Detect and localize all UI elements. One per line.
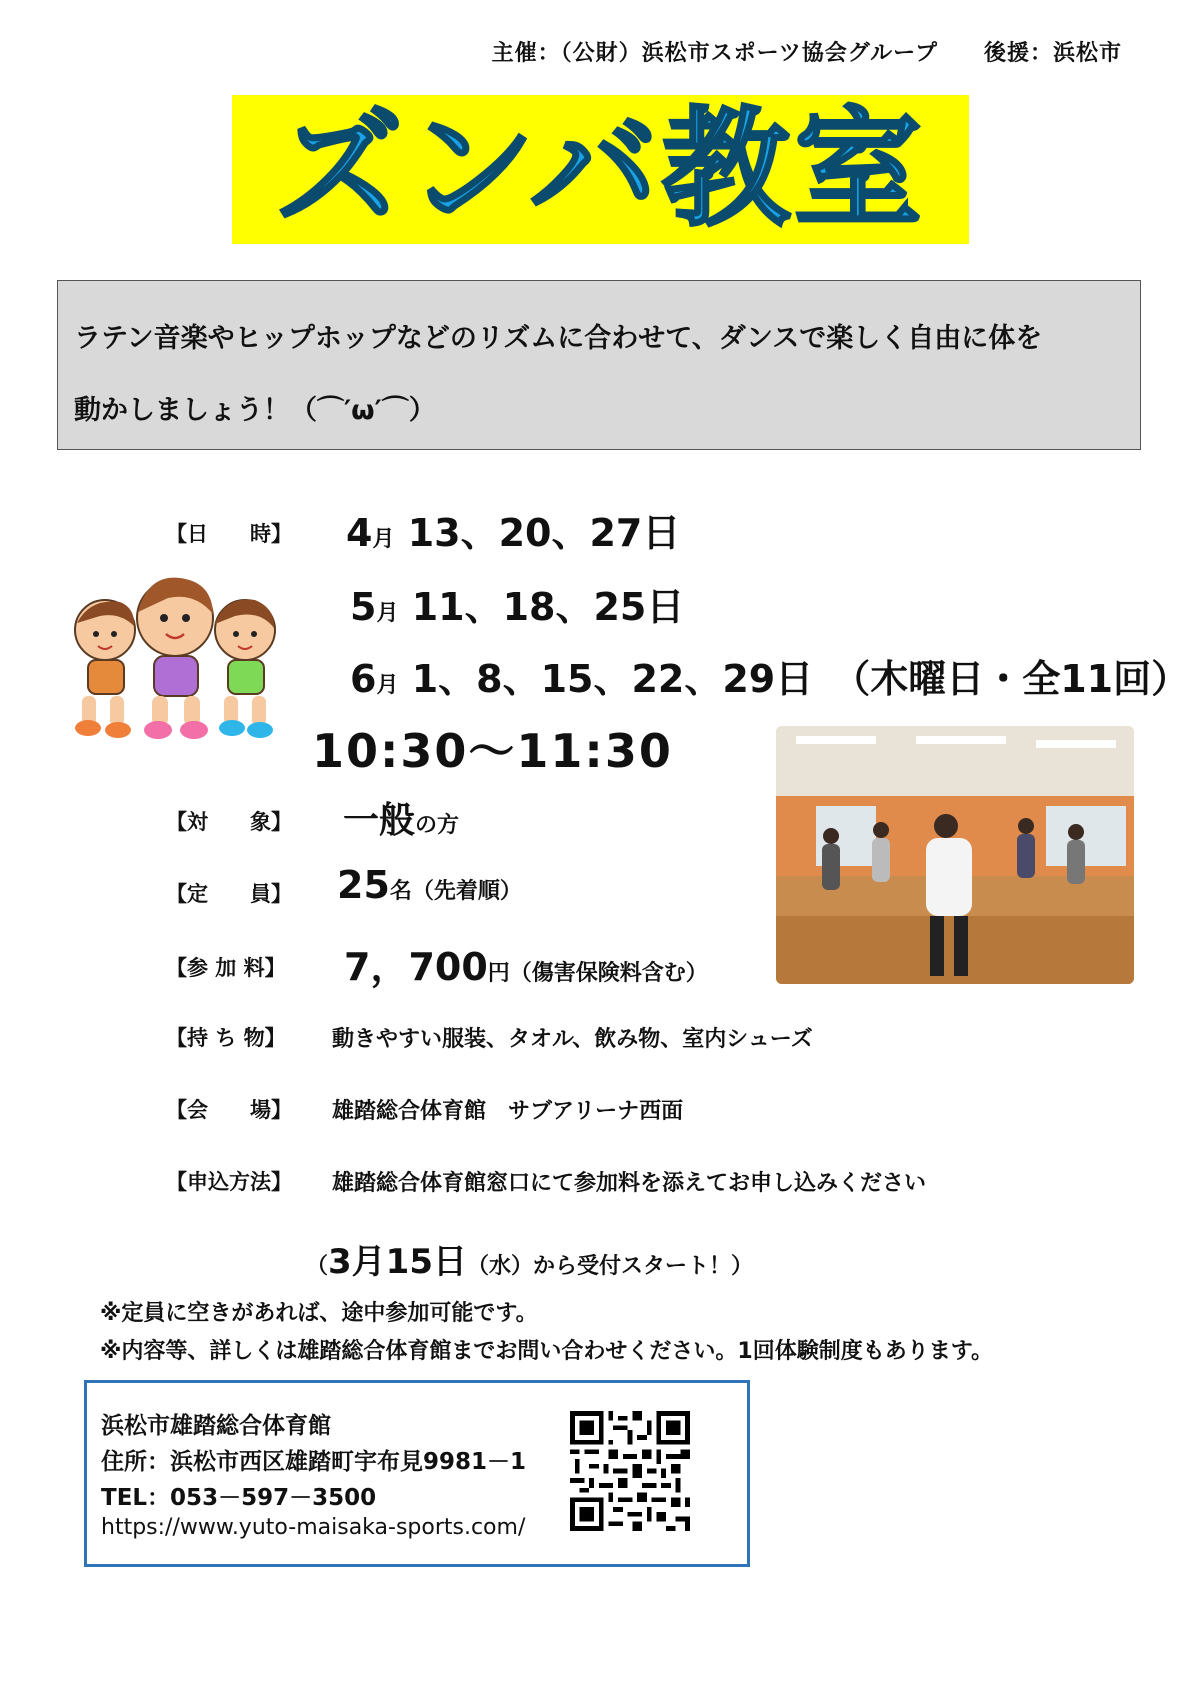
class-photo	[776, 726, 1134, 984]
kid-center	[137, 578, 213, 739]
kid-left	[75, 600, 135, 738]
june-month: 6	[350, 657, 377, 701]
capacity-value	[337, 863, 522, 907]
reception-open: （	[306, 1254, 329, 1279]
june-days: 1、8、15、22、29日 （木曜日・全11回）	[398, 657, 1190, 701]
target-main: 一般	[343, 800, 416, 841]
schedule-june	[350, 648, 1189, 703]
intro-box	[57, 280, 1141, 450]
sponsor-line: 主催：（公財）浜松市スポーツ協会グループ 後援：浜松市	[491, 41, 1122, 66]
bring-value: 動きやすい服装、タオル、飲み物、室内シューズ	[332, 1027, 813, 1052]
schedule-label: 【日 時】	[166, 522, 292, 546]
kid-right	[215, 600, 275, 739]
april-unit: 月	[372, 527, 395, 552]
note-2: ※内容等、詳しくは雄踏総合体育館までお問い合わせください。1回体験制度もあります。	[100, 1339, 993, 1364]
target-value	[343, 792, 459, 843]
contact-address: 住所：浜松市西区雄踏町宇布見9981－1	[101, 1449, 527, 1475]
apply-label: 【申込方法】	[166, 1170, 292, 1194]
june-unit: 月	[376, 673, 399, 698]
capacity-number: 25	[337, 863, 390, 907]
contact-url[interactable]: https://www.yuto-maisaka-sports.com/	[101, 1515, 526, 1540]
reception-start	[306, 1234, 753, 1283]
target-label: 【対 象】	[166, 810, 292, 834]
may-month: 5	[350, 585, 377, 629]
april-month: 4	[346, 511, 373, 555]
may-days: 11、18、25日	[398, 585, 685, 629]
april-days: 13、20、27日	[394, 511, 681, 555]
schedule-april	[346, 502, 680, 557]
contact-name: 浜松市雄踏総合体育館	[101, 1413, 331, 1439]
target-suffix: の方	[415, 813, 460, 838]
fee-suffix: 円（傷害保険料含む）	[487, 961, 708, 986]
reception-text: から受付スタート！）	[533, 1254, 754, 1279]
contact-box	[84, 1380, 750, 1567]
fee-value	[344, 936, 708, 991]
bring-label: 【持 ち 物】	[166, 1026, 286, 1050]
fee-label: 【参 加 料】	[166, 956, 286, 980]
reception-day: （水）	[467, 1254, 534, 1279]
schedule-may	[350, 576, 684, 631]
intro-line-2: 動かしましょう！（⌒′ω′⌒）	[74, 395, 436, 426]
apply-value: 雄踏総合体育館窓口にて参加料を添えてお申し込みください	[332, 1171, 927, 1196]
venue-label: 【会 場】	[166, 1098, 292, 1122]
dancing-kids-illustration	[60, 568, 290, 743]
reception-date: 3月15日	[328, 1242, 467, 1282]
fee-number: 7，700	[344, 945, 488, 989]
capacity-label: 【定 員】	[166, 882, 292, 906]
schedule-time: 10:30～11:30	[312, 724, 673, 778]
capacity-suffix: 名（先着順）	[389, 879, 522, 904]
may-unit: 月	[376, 601, 399, 626]
page-title: ズンバ教室	[274, 95, 927, 244]
note-1: ※定員に空きがあれば、途中参加可能です。	[100, 1301, 538, 1326]
contact-tel: TEL：053－597－3500	[101, 1485, 377, 1511]
qr-code	[570, 1411, 690, 1531]
venue-value: 雄踏総合体育館 サブアリーナ西面	[332, 1099, 684, 1124]
intro-line-1: ラテン音楽やヒップホップなどのリズムに合わせて、ダンスで楽しく自由に体を	[74, 323, 1043, 354]
